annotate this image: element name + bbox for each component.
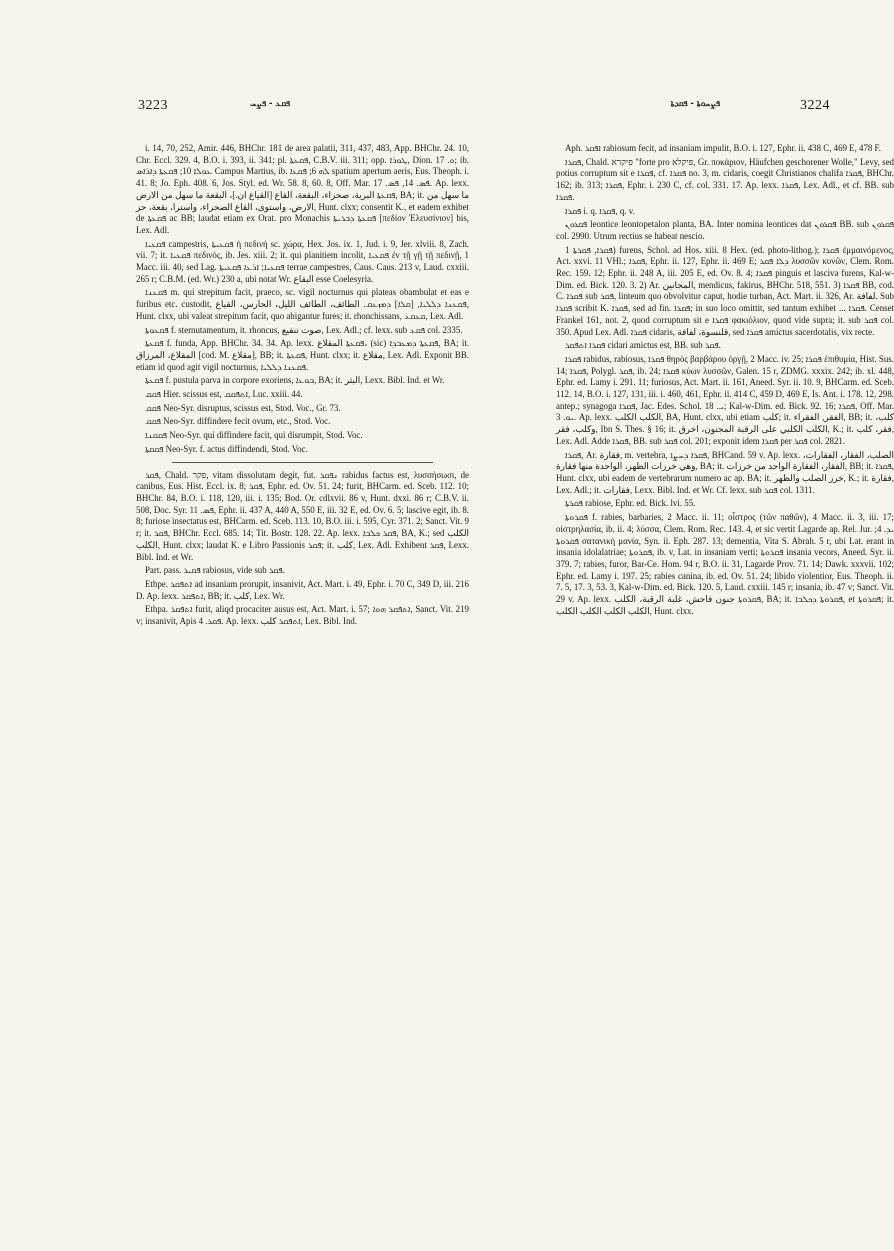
entry: ܦܩܪܐ ܐܬܦܩܪ cidari amictus est, BB. sub ܦܩܪ. (565, 340, 721, 351)
entry: ܦܩܪܬܐ rabiose, Ephr. ed. Bick. lvi. 55. (565, 498, 696, 509)
entry: ܦܩܥܝܐ campestris, ܦܩܥܝܬܐ ἡ πεδινή sc. χώρα, Hex. Jos. ix. 1, Jud. i. 9, Jer. xlviii. 8, Zach. vii. 7; it. ܦܩܥܝܐ πεδινός, ib. Jes. xiii. 2; it. qui planitiem incolit, ܦܩܥܝܐ ἐν τῇ γῇ τῇ πεδινῇ, 1 Macc. iii. 40, sed Lag. ܦܩܥܝܐ; ܐܪܥܐ ܦܩܥܝܬܐ terrae campestres, Caus. Caus. 213 v, Laud. cxxiii. 265 r; C.B.M. (ed. Wr.) 230 a, ubi notat Wr. البقاع esse Coelesyria. (136, 238, 470, 284)
entry: ܦܩܩ Neo-Syr. disruptus, scissus est, Stod. Voc., Gr. 73. (145, 402, 341, 413)
entry: ܦܩܪܐ rabidus, rabiosus, ܦܩܪܐ θηρὸς βαρβάρου ὀργῇ, 2 Macc. iv. 25; ܦܩܪܐ ἐπιθυμία, Hist. Sus. 14; ܦܩܪܐ, Polygl. ܦܩܪ, ib. 24; ܦܩܪܐ κύων λυσσῶν, Galen. 15 r, ZDMG. xxxix. 242; ib. xl. 448, Ephr. ed. Lamy i. 291. 11; furiosus, Act. Mart. ii. 161, Aneed. Syr. ii. 10. 9, BHCarm. ed. Sceb. 112. 14, B.O. i. 127, 131, iii. i. 460, 461, Ephr. ii. 414 C, 459 D, 469 E, Is. Ant. i. 178. 12, 298. antep.; synagoga ܦܩܪܐ, Jac. Edes. Schol. ܝ. 18; Kal-w-Dim. ed. Bick. 92. 16; ܦܩܪܐ, Off. Mar. ܝܘ. 3. Ap. lexx. الكلب الكلب, BA, Hunt. clxx, ubi etiam كلب; it. الفقر, الفقراء, BB; it. كلب، وكلب، فقر, Ibn S. Thes. § 16; it. الكلب الكلبي على الرقبة المجنون، اخرق, K.; it. فقر، كلب, Lex. Adl. Adde ܦܩܪܐ, BB. sub ܦܩܪ col. 201; exponit idem ܦܩܪܐ per ܦܩܪ col. 2821. (556, 353, 894, 446)
entry: ܦܩܥܬܐ f. pustula parva in corpore exoriens, ܒܘܥܐ, BA; it. البثر, Lexx. Bibl. Ind. et Wr. (145, 375, 445, 386)
entry: ܦܩܪ, Chald. פקר, vitam dissolutam degit, fut. ܢܦܩܪ rabidus factus est, λυσσήσωσι, de canibus, Eus. Hist. Eccl. ix. 8; ܦܩܪ, Ephr. ed. Ov. 51. 24; furit, BHCarm. ed. Sceb. 112. 10; BHChr. 84, B.O. i. 118, 120, iii. i. 135; Bod. Or. cdlxvii. 86 v, Hunt. dxxi. 86 r; C.B.V. ii. 508, Doc. Syr. ܦܣ. 11, Ephr. ii. 437 A, 440 A, 550 E, iii. 32 E, ed. Ov. 6. 5; lascive egit, ib. 8. 8; furiose insectatus est, BHCarm. ed. Sceb. 113. 10, B.O. iii. i. 595, Cyr. 371. 2; Sanct. Vit. 9 r; it. ܦܩܪ, BHChr. Eccl. 685. 14; Tit. Bostr. 128. 22. Ap. lexx. ܦܩܪ ܟܠܒܐ, BA, K.; sed الكلب الكلب, Hunt. clxx; laudat K. e Libro Passionis ܦܩܪ; it. كلب, Lex. Adl. Exhibent ܦܩܪ, Lexx. Bibl. Ind. et Wr. (136, 469, 470, 562)
entry: ܦܩܩܬܐ Neo-Syr. f. actus diffindendi, Stod. Voc. (145, 443, 308, 454)
entry: i. 14, 70, 252, Amir. 446, BHChr. 181 de area palatii, 311, 437, 483, App. BHChr. 24. 10, Chr. Eccl. 329. 4, B.O. i. 393, ii. 341; pl. ܦܩܥܬܐ, C.B.V. iii. 311; opp. ܛܘܪܐ, Dion. ܘ. 17; ib. ܥܘܠܐ 10; ܦܩܥܬܐ ܕܐܪܐܣ Campus Martius, ib. ܠܗ 6; ܦܩܥܐ spatium apertum aeris, Eus. Theoph. i. 41. 8; Jo. Eph. 408. 6, Jos. Styl. ed. Wr. 58. 8, 60. 8, Off. Mar. ܦܣ. 14, ܦܣ. 17. Ap. lexx. ܦܩܥܬܐ البرية، صحراء، البقعة، القاع [القياع ان.]، البقعة ما سهل من الارض, BA; it. ما سهل من الارض، واستوى، القاع الصحراء، واسترا، بقعة، حز, Hunt. clxx; consentit K., et eadem exhibet de ܦܩܥܬܐ ac BB; laudat etiam ex Orat. pro Monachis ܦܩܥܬܐ ܕܒܪܝܬܐ [πεδίον Ἐλευσίνιον] bis, Lex. Adl. (136, 143, 470, 235)
entry: ܦܩܥܬܐ f. funda, App. BHChr. 34. 34. Ap. lexx. ܦܩܥܬܐ المقلاع، (sic) ܦܩܥܬܐ ܕܡܥܒܕܐ, BA; it. المقلاع، المرزاق [cod. M. مقلاع], BB; it. ܦܩܥܬܐ, Hunt. clxx; it. مقلاع, Lex. Adl. Exponit BB. etiam id quod agit vigil nocturnus, ܦܩܥܢܐ ܕܠܠܝܐ. (136, 338, 469, 372)
entry: ܦܩܩܢܐ Neo-Syr. qui diffindere facit, qui disrumpit, Stod. Voc. (145, 430, 363, 441)
entry: ܦܩܪܐ, Chald. פּיקרא "forte pro פּיקלא, Gr. ποκάριον, Häufchen geschorener Wolle," Levy, sed potius corruptum sit e ܦܩܪܐ, cf. ܦܩܪܐ no. 3, m. cidaris, coegit Christianos chalifa ܦܩܪܐ, BHChr. 162; ib. 313; ܦܩܪܐ, Ephr. i. 230 C, cf. col. 331. 17. Ap. lexx. ܦܩܪܐ, Lex. Adl., et cf. BB. sub ܦܩܪܐ. (556, 156, 894, 202)
right-page-number: 3224 (800, 98, 830, 113)
entry: ܦܩܥܘܬܐ f. sternutamentum, it. rhoncus, صوت تنقيع, Lex. Adl.; cf. lexx. sub ܦܩܥ col. 2335. (145, 324, 463, 335)
right-running-head: ܦܨܚܘܬܐ - ܦܩܕܬܐ (670, 98, 720, 108)
left-page-number: 3223 (138, 98, 168, 113)
entry: Part. pass. ܦܩܝܪ rabiosus, vide sub ܦܩܪ. (145, 565, 285, 576)
entry: ܦܩܪܘܢ leontice leontopetalon planta, BA. Inter nomina leontices dat ܦܩܪܘܢ BB. sub ܦܩܪܘܢ col. 2990. Utrum rectius se habeat nescio. (556, 219, 894, 241)
entry: Ethpa. ܐܬܦܩܪ furit, aliqd procaciter ausus est, Act. Mart. i. 57; ܐܬܦܩܪ ܗܘܐ, Sanct. Vit. 219 v; insanivit, Apis ܦܩܪ. 4. Ap. lexx. ܐܬܦܩܪ كلب, Lex. Bibl. Ind. (136, 604, 469, 627)
entry: ܦܩܩ Hier. scissus est, ܐܬܦܩܩ, Luc. xxiii. 44. (145, 389, 303, 400)
entry: ܦܩܪܘܬܐ f. rabies, barbaries, 2 Macc. ii. 11; οἶστρος (τῶν παθῶν), 4 Macc. ii. 3, iii. 17; οἰστρηλασία, ib. ii. 4; λύσσα, Clem. Rom. Rec. 143. 4, et sic vertit Lagarde ap. Rel. Jur. ܝܕ. 4; ܦܩܪܘܬܐ σατανικὴ μανία, Syn. ii. Eph. 287. 13; dementia, Vita S. Abrah. 5 r, ubi Lat. erant in insania idolalatriae; ܦܩܪܘܬܐ, ib. v, Lat. in insaniam verti; ܦܩܪܘܬܐ insania vecors, Aneed. Syr. ii. 379. 7; rabies, furor, Bar-Ce. Hom. 94 r, B.O. ii. 31, Lagarde Prov. 71. 14; Dawk. xxxvii. 102; Ephr. ed. Lamy i. 197. 25; rabies canina, ib. ed. Ov. 51. 24; libido violentior, Eus. Theoph. ii. 7. 5, 17. 3, 53. 3, Kal-w-Dim. ed. Bick. 120. 5, Laud. cxxiii. 145 r; insania, ib. 47 v; Sanct. Vit. 29 v. Ap. lexx. ܦܩܪܘܬܐ جنون فاحش، غلبة الرقبة، الكلب, BA; it. ܦܩܪܘܬܐ ܕܟܠܒܐ, et ܦܩܪܘܬܐ; it. الكلب الكلب الكلب الكلب, Hunt. clxx. (556, 512, 894, 616)
entry: Ethpe. ܐܬܦܩܪ ad insaniam prorupit, insanivit, Act. Mart. i. 49, Ephr. i. 70 C, 349 D, iii. 216 D. Ap. lexx. ܐܬܦܩܪ, BB; it. كلب, Lex. Wr. (136, 578, 469, 601)
right-column (556, 143, 894, 619)
entry: ܦܩܪܐ, Ar. فقارة, m. vertebra, ܦܩܪܐ ܕܚܨܐ, BHCand. 59 v. Ap. lexx. الصلب، الفقار، الفقارات، وهي خرزات الظهر، الواحدة منها فقارة, BA; it. الفقار، الفقارة الواحد من خرزات, BB; it. ܦܩܪܐ, Hunt. clxx, ubi eadem de vertebrarum numero ac ap. BA; it. خرز الصلب والظهر, K.; it. فقارة, Lex. Adl.; it. فقارات, Lexx. Bibl. Ind. et Wr. Cf. lexx. sub ܦܩܪ col. 1311. (556, 449, 894, 495)
section-divider (172, 462, 433, 463)
entry: ܦܩܪܐ i. q. ܦܩܪܐ, q. v. (565, 205, 635, 216)
left-running-head: ܦܩܥ - ܦܨܚ (250, 98, 291, 108)
entry: ܦܩܥܢܐ m. qui strepitum facit, praeco, sc. vigil nocturnus qui plateas obambulat et eas e furibus etc. custodit, ܦܩܥܢܐ ܕܠܠܝܐ, [ܩܠܐ] ܕܡܙܥܩ. الطائف، الطائف الليل، الحارس، القياع, Hunt. clxx, ubi valeat strepitum facit, quo abigantur fures; it. rhonchissans, ܩܥܩܥ, Lex. Adl. (136, 287, 470, 321)
page-header (90, 98, 830, 118)
left-column (136, 143, 469, 630)
entry: ܦܩܩ Neo-Syr. diffindere fecit ovum, etc., Stod. Voc. (145, 416, 331, 427)
entry: ܦܩܪܐ, ܦܩܪܬܐ 1) furens, Schol. ad Hos. xiii. 8 Hex. (ed. photo-lithog.); ܦܩܪܐ ἐμμαινόμενος, Act. xxvi. 11 VHl.; ܦܩܪܐ, Ephr. ii. 127, Ephr. ii. 469 E; ܕܠܐ ܦܩܪ λυσσῶν κυνῶν, Clem. Rom. Rec. 159. 12; Ephr. ii. 248 A, iii. 205 E, ed. Ov. 8. 4; ܦܩܪܐ pinguis et lasciva furens, Kal-w-Dim. ed. Bick. 120. 3. 2) Ar. المجانين, mendicus, fakirus, BHChr. 518, 551. 3) ܦܩܪܐ BB, cod. C. ܦܩܪܐ sub ܦܩܪ, linteum quo obvolvitur caput, hodie turban, Act. Mart. ii. 326, Ar. لفافة. Sub ܦܩܪܐ scribit K. ܦܩܪܐ, sed ad fin. ܦܩܪܐ; in suo loco omittit, sed tantum exhibet ... ܦܩܪܐ. Censet Frankel 161, not. 2, quod corruptum sit e ܦܩܪܐ φακιόλιον, quod vide supra; it. sub ܦܩܪ col. 350. Apud Lex. Adl. ܦܩܪܐ cidaris, قلنسوة، لفافة, sed ܦܩܪܐ amictus sacerdotalis, vix recte. (556, 244, 894, 337)
entry: Aph. ܐܦܩܪ rabiosum fecit, ad insaniam impulit, B.O. i. 127, Ephr. ii. 438 C, 469 E, 478 F. (565, 143, 882, 153)
